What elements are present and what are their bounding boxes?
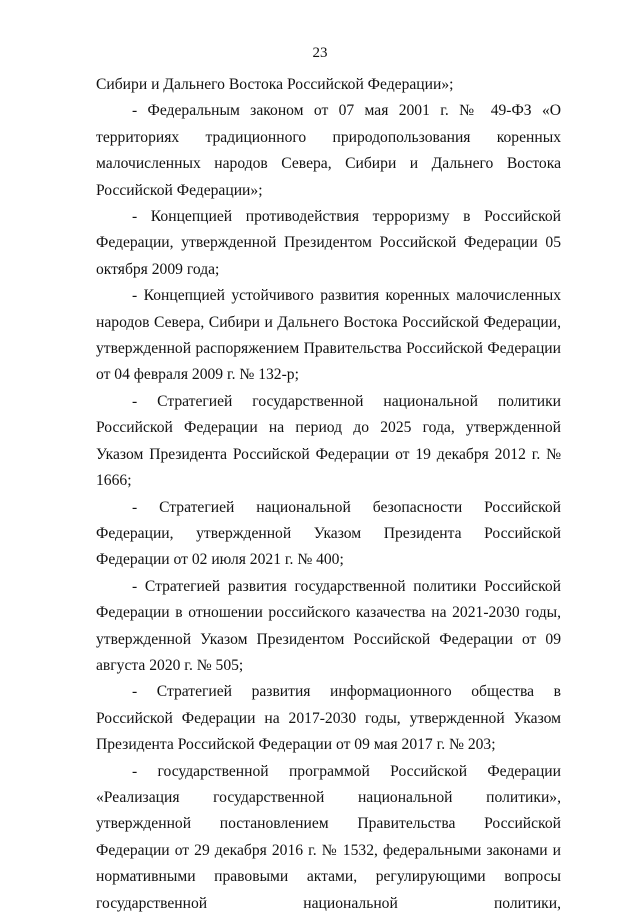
paragraph: - Стратегией развития государственной политики Российской Федерации в отношении российского казачества на 2021-2030 годы, утвержденной Указом Президентом Российской Федерации от 09 августа 2020 г. № 505;: [96, 577, 561, 674]
paragraph: - Стратегией развития информационного общества в Российской Федерации на 2017-2030 годы, утвержденной Указом Президента Российской Федерации от 09 мая 2017 г. № 203;: [96, 683, 561, 754]
paragraph: - государственной программой Российской Федерации «Реализация государственной национальной политики», утвержденной постановлением Правительства Российской Федерации от 29 декабря 2016 г. № 1532, федеральными законами и нормативными правовыми актами, регулирующими вопросы государственной национальной политики,: [96, 762, 561, 912]
paragraph: - Стратегией национальной безопасности Российской Федерации, утвержденной Указом Президента Российской Федерации от 02 июля 2021 г. № 400;: [96, 498, 561, 569]
paragraph: Сибири и Дальнего Востока Российской Федерации»;: [96, 76, 454, 93]
paragraph: - Концепцией противодействия терроризму в Российской Федерации, утвержденной Президентом Российской Федерации 05 октября 2009 года;: [96, 208, 561, 278]
paragraph: - Стратегией государственной национальной политики Российской Федерации на период до 2025 года, утвержденной Указом Президента Российской Федерации от 19 декабря 2012 г. № 1666;: [96, 392, 561, 490]
document-body: [96, 72, 561, 917]
page-number: 23: [312, 45, 328, 61]
paragraph: - Концепцией устойчивого развития коренных малочисленных народов Севера, Сибири и Дальнего Востока Российской Федерации, утвержденной распоряжением Правительства Российской Федерации от 04 февраля 2009 г. № 132-р;: [96, 287, 561, 384]
paragraph: - Федеральным законом от 07 мая 2001 г. № 49-ФЗ «О территориях традиционного природопользования коренных малочисленных народов Севера, Сибири и Дальнего Востока Российской Федерации»;: [96, 102, 561, 199]
